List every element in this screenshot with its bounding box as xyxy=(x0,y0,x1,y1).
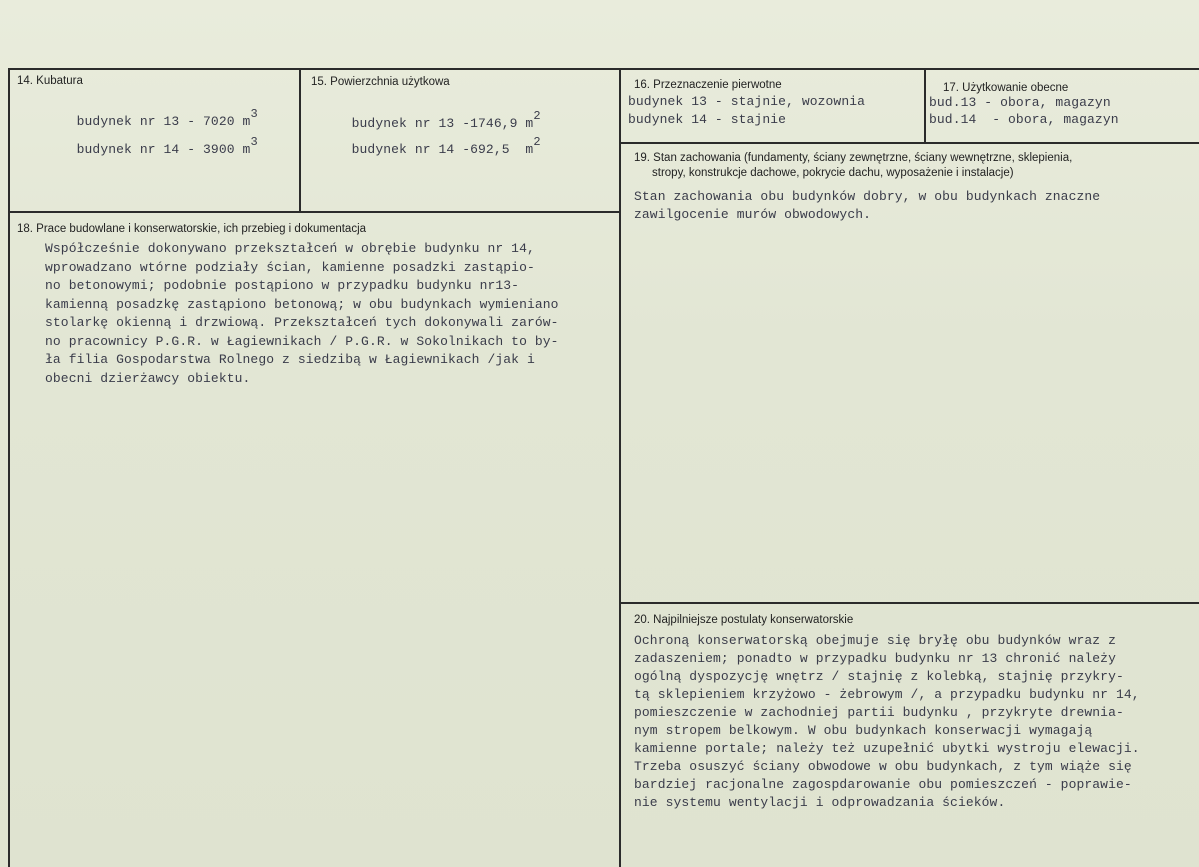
field-18-line: no pracownicy P.G.R. w Łagiewnikach / P.G.R. w Sokolnikach to by- xyxy=(45,333,559,349)
field-18-line: obecni dzierżawcy obiektu. xyxy=(45,370,251,386)
divider-19-20 xyxy=(619,602,1199,604)
field-18-line: kamienną posadzkę zastąpiono betonową; w obu budynkach wymieniano xyxy=(45,296,559,312)
field-14-line-2-text: budynek nr 14 - 3900 m xyxy=(76,141,251,157)
field-20-line: nym stropem belkowym. W obu budynkach konserwacji wymagają xyxy=(634,723,1093,738)
field-20-line: nie systemu wentylacji i odprowadzania ścieków. xyxy=(634,795,1006,810)
divider-left-right xyxy=(619,68,621,867)
field-14-line-1-text: budynek nr 13 - 7020 m xyxy=(76,113,251,129)
divider-14-15 xyxy=(299,68,301,213)
field-19-line: Stan zachowania obu budynków dobry, w obu budynkach znaczne xyxy=(634,189,1101,204)
divider-16-19 xyxy=(619,142,1199,144)
field-17-line-1: bud.13 - obora, magazyn xyxy=(929,95,1111,110)
field-16-line-1: budynek 13 - stajnie, wozownia xyxy=(628,94,866,109)
field-19-body xyxy=(634,188,1100,224)
field-20-line: ogólną dyspozycję wnętrz / stajnię z kolebką, stajnię przykry- xyxy=(634,669,1124,684)
field-20-line: Trzeba osuszyć ściany obwodowe w obu budynkach, z tym wiąże się xyxy=(634,759,1132,774)
field-20-line: Ochroną konserwatorską obejmuje się bryłę obu budynków wraz z xyxy=(634,633,1116,648)
field-14-label: 14. Kubatura xyxy=(17,75,83,87)
field-16-label: 16. Przeznaczenie pierwotne xyxy=(634,79,782,91)
field-17-label: 17. Użytkowanie obecne xyxy=(943,82,1069,94)
field-18-line: ła filia Gospodarstwa Rolnego z siedzibą w Łagiewnikach /jak i xyxy=(45,352,535,367)
field-18-label: 18. Prace budowlane i konserwatorskie, ich przebieg i dokumentacja xyxy=(17,223,367,235)
field-18-body xyxy=(45,240,559,388)
field-16-line-2: budynek 14 - stajnie xyxy=(628,112,787,127)
field-15-line-2 xyxy=(320,122,541,178)
field-18-line: wprowadzano wtórne podziały ścian, kamienne posadzki zastąpio- xyxy=(45,259,535,275)
field-18-line: no betonowymi; podobnie postąpiono w przypadku budynku nr13- xyxy=(45,278,520,293)
field-20-line: tą sklepieniem krzyżowo - żebrowym /, a przypadku budynku nr 14, xyxy=(634,687,1140,702)
field-14-line-1-sup: 3 xyxy=(250,106,258,121)
field-15-line-2-sup: 2 xyxy=(533,134,541,149)
field-18-line: stolarkę okienną i drzwiową. Przekształceń tych dokonywali zarów- xyxy=(45,315,559,330)
field-15-label: 15. Powierzchnia użytkowa xyxy=(311,76,450,88)
field-20-line: kamienne portale; należy też uzupełnić ubytki wystroju elewacji. xyxy=(634,741,1140,756)
field-19-line: zawilgocenie murów obwodowych. xyxy=(634,207,872,222)
field-19-label-line-2: stropy, konstrukcje dachowe, pokrycie dachu, wyposażenie i instalacje) xyxy=(652,167,1014,179)
field-15-line-2-text: budynek nr 14 -692,5 m xyxy=(351,141,534,157)
top-border-line xyxy=(8,68,1199,70)
field-19-label-line-1: 19. Stan zachowania (fundamenty, ściany zewnętrzne, ściany wewnętrzne, sklepienia, xyxy=(634,152,1073,164)
field-20-line: pomieszczenie w zachodniej partii budynku , przykryte drewnia- xyxy=(634,705,1124,720)
divider-14-18 xyxy=(8,211,621,213)
field-14-line-2 xyxy=(45,122,258,178)
field-14-line-2-sup: 3 xyxy=(250,134,258,149)
field-19-label xyxy=(634,151,1072,181)
field-20-body xyxy=(634,632,1140,812)
divider-16-17 xyxy=(924,68,926,144)
field-17-line-2: bud.14 - obora, magazyn xyxy=(929,112,1119,127)
left-border-line xyxy=(8,68,10,867)
field-15-line-1-text: budynek nr 13 -1746,9 m xyxy=(351,115,534,131)
field-20-label: 20. Najpilniejsze postulaty konserwatorskie xyxy=(634,614,854,626)
field-20-line: zadaszeniem; ponadto w przypadku budynku nr 13 chronić należy xyxy=(634,651,1116,666)
field-15-line-1-sup: 2 xyxy=(533,108,541,123)
field-20-line: bardziej racjonalne zagospdarowanie obu pomieszczeń - poprawie- xyxy=(634,777,1132,792)
field-18-line: Współcześnie dokonywano przekształceń w obrębie budynku nr 14, xyxy=(45,241,535,256)
